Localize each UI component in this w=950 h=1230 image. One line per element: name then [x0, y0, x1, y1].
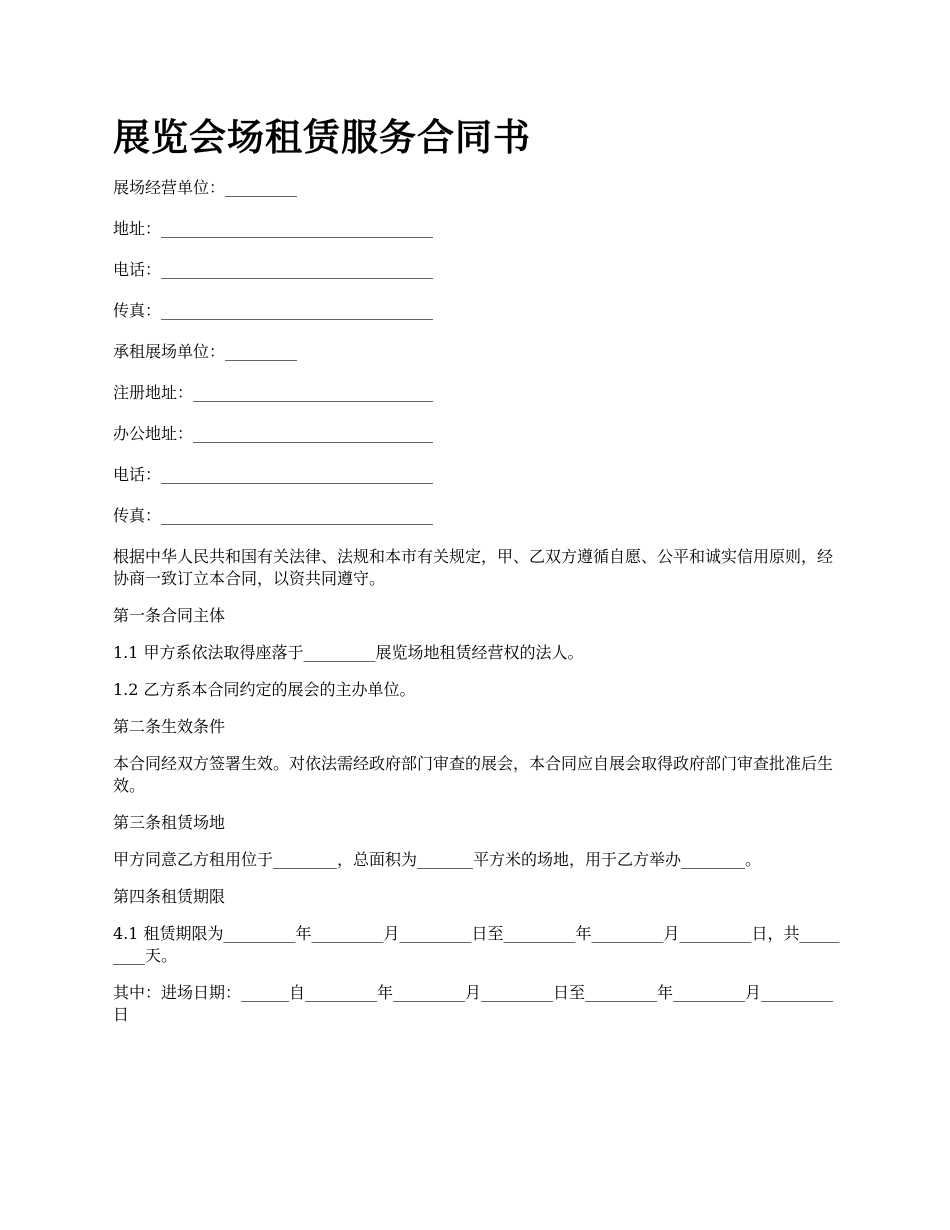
preamble-paragraph: 根据中华人民共和国有关法律、法规和本市有关规定，甲、乙双方遵循自愿、公平和诚实信用原则，经协商一致订立本合同，以资共同遵守。	[113, 547, 834, 588]
contract-page	[113, 112, 841, 1041]
article-1-heading: 第一条合同主体	[113, 606, 226, 625]
field-operator-phone: 电话：__________________________________	[113, 260, 434, 279]
clause-1-1: 1.1 甲方系依法取得座落于_________展览场地租赁经营权的法人。	[113, 643, 584, 662]
article-3-heading: 第三条租赁场地	[113, 813, 226, 832]
field-lessee-unit: 承租展场单位：_________	[113, 342, 298, 361]
field-lessee-registered-address: 注册地址：______________________________	[113, 383, 434, 402]
document-title: 展览会场租赁服务合同书	[113, 115, 531, 159]
field-operator-address: 地址：__________________________________	[113, 219, 434, 238]
article-2-body: 本合同经双方签署生效。对依法需经政府部门审查的展会，本合同应自展会取得政府部门审查批准后生效。	[113, 754, 834, 795]
field-lessee-phone: 电话：__________________________________	[113, 465, 434, 484]
field-lessee-office-address: 办公地址：______________________________	[113, 424, 434, 443]
entry-date-line: 其中：进场日期：______自_________年_________月_________日至_________年_________月_________日	[113, 983, 834, 1024]
field-lessee-fax: 传真：__________________________________	[113, 506, 434, 525]
clause-4-1: 4.1 租赁期限为_________年_________月_________日至_________年_________月_________日，共_________天。	[113, 924, 840, 965]
article-2-heading: 第二条生效条件	[113, 717, 226, 736]
field-operator-fax: 传真：__________________________________	[113, 301, 434, 320]
clause-1-2: 1.2 乙方系本合同约定的展会的主办单位。	[113, 680, 416, 699]
article-4-heading: 第四条租赁期限	[113, 887, 226, 906]
article-3-body: 甲方同意乙方租用位于________，总面积为_______平方米的场地，用于乙方举办________。	[113, 850, 762, 869]
field-exhibitor-operator: 展场经营单位：_________	[113, 178, 298, 197]
